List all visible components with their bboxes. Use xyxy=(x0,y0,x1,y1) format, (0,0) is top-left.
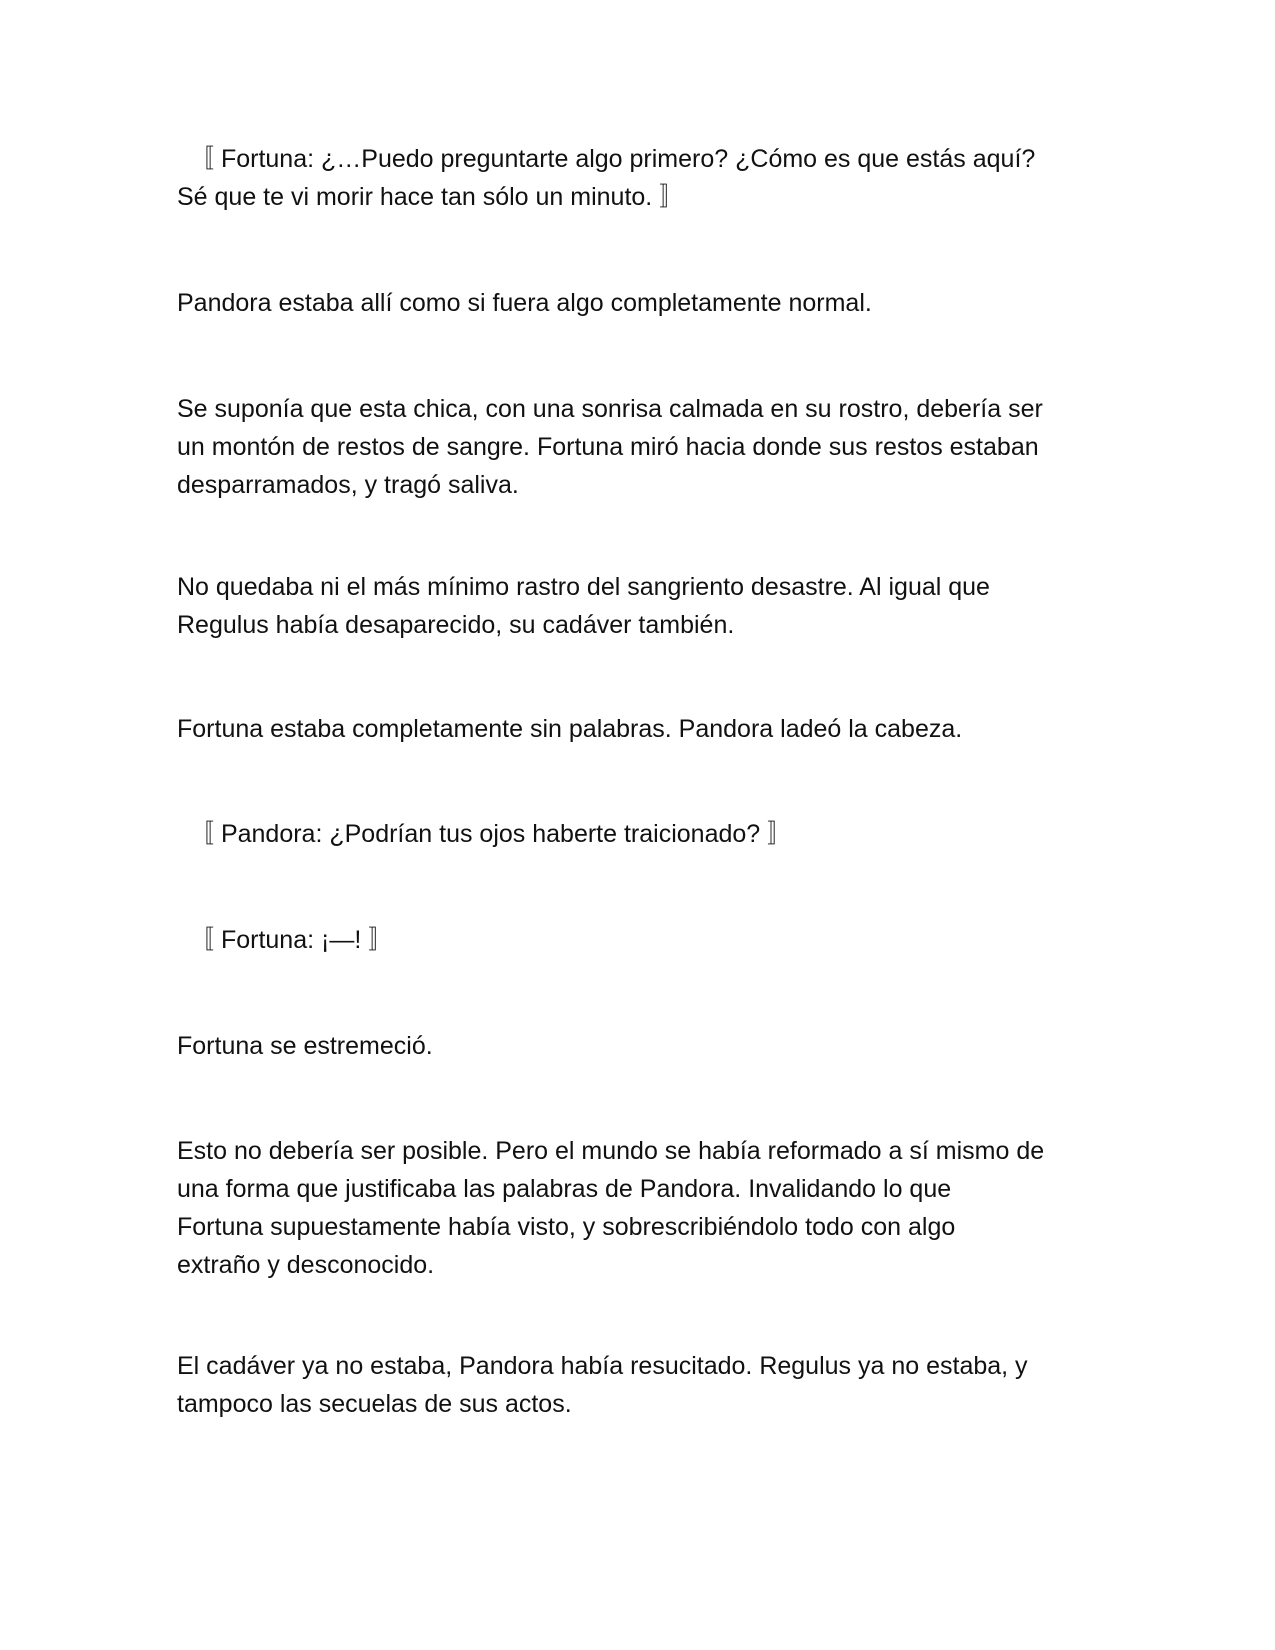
text-line: No quedaba ni el más mínimo rastro del sangriento desastre. Al igual que xyxy=(177,573,990,601)
text-line: un montón de restos de sangre. Fortuna miró hacia donde sus restos estaban xyxy=(177,433,1039,461)
text-line: una forma que justificaba las palabras de Pandora. Invalidando lo que xyxy=(177,1175,952,1203)
text-line: Pandora estaba allí como si fuera algo completamente normal. xyxy=(177,289,872,317)
narration-paragraph xyxy=(177,1027,1097,1065)
text-line: 〚 Pandora: ¿Podrían tus ojos haberte traicionado? 〛 xyxy=(189,820,793,848)
text-line: 〚 Fortuna: ¡—! 〛 xyxy=(189,926,394,954)
text-line: Fortuna estaba completamente sin palabras. Pandora ladeó la cabeza. xyxy=(177,715,963,743)
text-line: El cadáver ya no estaba, Pandora había resucitado. Regulus ya no estaba, y xyxy=(177,1352,1028,1380)
dialogue-paragraph xyxy=(177,921,1097,959)
narration-paragraph xyxy=(177,1132,1097,1284)
dialogue-paragraph xyxy=(177,815,1097,853)
text-line: 〚 Fortuna: ¿…Puedo preguntarte algo primero? ¿Cómo es que estás aquí? xyxy=(189,145,1036,173)
narration-paragraph xyxy=(177,1347,1097,1423)
text-line: Fortuna supuestamente había visto, y sobrescribiéndolo todo con algo xyxy=(177,1213,956,1241)
narration-paragraph xyxy=(177,568,1097,644)
text-line: extraño y desconocido. xyxy=(177,1251,435,1279)
text-line: Fortuna se estremeció. xyxy=(177,1032,433,1060)
text-line: Sé que te vi morir hace tan sólo un minuto. 〛 xyxy=(177,183,685,211)
text-line: Regulus había desaparecido, su cadáver también. xyxy=(177,611,735,639)
narration-paragraph xyxy=(177,390,1097,504)
narration-paragraph xyxy=(177,710,1097,748)
text-line: Se suponía que esta chica, con una sonrisa calmada en su rostro, debería ser xyxy=(177,395,1043,423)
text-line: Esto no debería ser posible. Pero el mundo se había reformado a sí mismo de xyxy=(177,1137,1045,1165)
text-line: desparramados, y tragó saliva. xyxy=(177,471,519,499)
dialogue-paragraph xyxy=(177,140,1097,216)
narration-paragraph xyxy=(177,284,1097,322)
text-line: tampoco las secuelas de sus actos. xyxy=(177,1390,572,1418)
